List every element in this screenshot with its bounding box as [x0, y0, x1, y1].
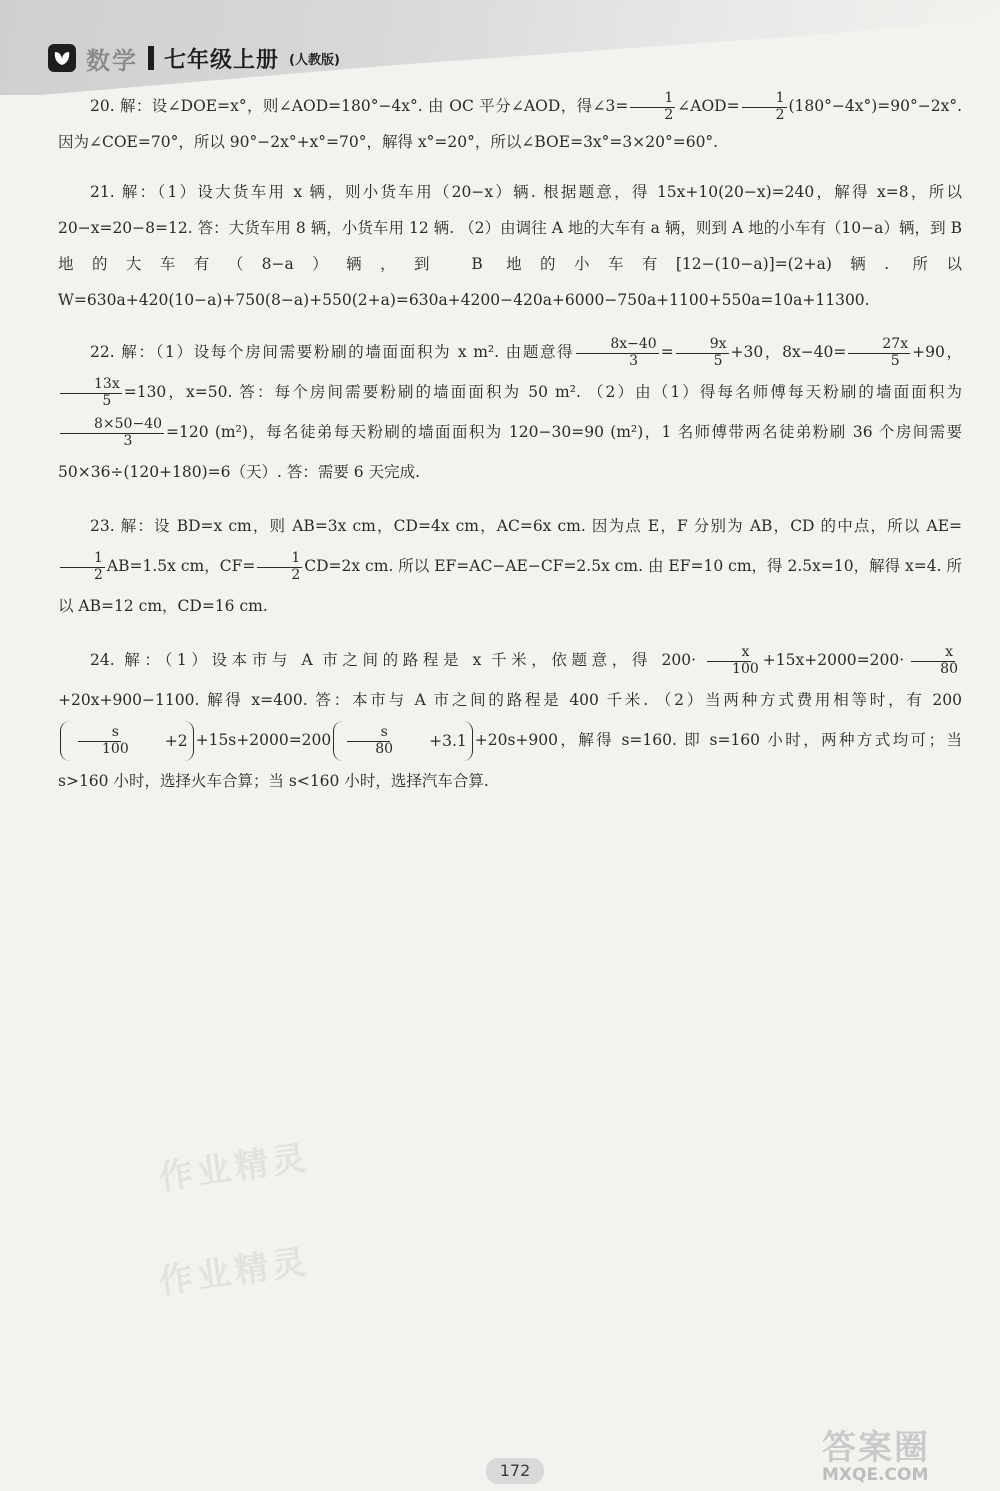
fraction: $\frac{1}{2}$ — [257, 551, 302, 583]
page-number: 172 — [486, 1458, 544, 1484]
answer-22-text-d: +90， — [912, 343, 962, 361]
leaf-icon — [48, 44, 76, 72]
answer-23-text-a: 23. 解：设 BD=x cm，则 AB=3x cm，CD=4x cm，AC=6x cm. 因为点 E，F 分别为 AB，CD 的中点，所以 AE= — [90, 517, 962, 535]
answer-24-text-c: +20x+900−1100. 解得 x=400. 答：本市与 A 市之间的路程是 400 千米. （2）当两种方式费用相等时，有 200 — [58, 691, 962, 709]
answer-20-text-b: ∠AOD= — [677, 97, 740, 115]
fraction: $\frac{8x-40}{3}$ — [576, 337, 658, 369]
watermark: 作业精灵 — [156, 1137, 313, 1199]
parenthesis-group — [333, 721, 472, 761]
answer-20-text-c: (180°−4x°)=90°−2x°. 因为∠COE=70°，所以 90°−2x°+x°=70°，解得 x°=20°，所以∠BOE=3x°=3×20°=60°. — [58, 97, 962, 151]
answer-23-text-b: AB=1.5x cm，CF= — [106, 557, 256, 575]
grade-title: 七年级上册 — [164, 47, 280, 73]
fraction: $\frac{8\times 50-40}{3}$ — [60, 417, 164, 449]
paren-term: +3.1 — [429, 732, 467, 750]
site-logo-cn: 答案圈 — [822, 1428, 930, 1468]
answer-24-text-a: 24. 解：（1）设本市与 A 市之间的路程是 x 千米，依题意，得 200· — [90, 651, 697, 669]
parenthesis-group — [60, 721, 194, 761]
answer-23-text-c: CD=2x cm. 所以 EF=AC−AE−CF=2.5x cm. 由 EF=10 cm，得 2.5x=10，解得 x=4. 所以 AB=12 cm，CD=16 cm. — [58, 557, 962, 615]
answer-21: 21. 解：（1）设大货车用 x 辆，则小货车用（20−x）辆. 根据题意，得 15x+10(20−x)=240，解得 x=8，所以 20−x=20−8=12. 答：大货车用 8 辆，小货车用 12 辆. （2）由调往 A 地的大车有 a 辆，则到 A 地的小车有（10−a）辆，到 B 地的大车有（8−a）辆，到 B 地的小车有[12−(10−a)]=(2+a)辆. 所以 W=630a+420(10−a)+750(8−a)+550(2+a)=630a+4200−420a+6000−750a+1100+550a=10a+11300. — [58, 183, 962, 309]
answer-24 — [58, 640, 962, 801]
site-logo-url: MXQE.COM — [822, 1465, 929, 1485]
answer-22 — [58, 332, 962, 492]
answer-23 — [58, 506, 962, 626]
answer-22-text-c: +30，8x−40= — [730, 343, 847, 361]
answer-22-text-a: 22. 解：（1）设每个房间需要粉刷的墙面面积为 x m². 由题意得 — [90, 343, 575, 361]
fraction: $\frac{1}{2}$ — [60, 551, 105, 583]
paren-term: +2 — [164, 732, 188, 750]
fraction: $\frac{x}{100}$ — [698, 645, 761, 677]
fraction: $\frac{9x}{5}$ — [676, 337, 729, 369]
fraction: $\frac{s}{80}$ — [341, 725, 395, 757]
fraction: $\frac{13x}{5}$ — [60, 377, 122, 409]
answer-22-text-e: =130，x=50. 答：每个房间需要粉刷的墙面面积为 50 m². （2）由（1）得每名师傅每天粉刷的墙面面积为 — [123, 383, 962, 401]
fraction: $\frac{27x}{5}$ — [848, 337, 910, 369]
answer-24-text-d: +15s+2000=200 — [195, 731, 332, 749]
answer-22-text-f: =120 (m²)，每名徒弟每天粉刷的墙面面积为 120−30=90 (m²)，1 名师傅带两名徒弟粉刷 36 个房间需要 50×36÷(120+180)=6（天）. 答：需要 6 天完成. — [58, 423, 962, 481]
watermark: 作业精灵 — [156, 1241, 313, 1303]
edition-label: (人教版) — [289, 52, 340, 68]
answer-24-text-e: +20s+900，解得 s=160. 即 s=160 小时，两种方式均可；当 s>160 小时，选择火车合算；当 s<160 小时，选择汽车合算. — [58, 731, 962, 790]
answer-20 — [58, 88, 962, 160]
header-divider — [148, 46, 154, 70]
answer-22-text-b: = — [660, 343, 674, 361]
fraction: $\frac{x}{80}$ — [906, 645, 960, 677]
subject-title: 数学 — [86, 46, 138, 75]
page-header — [48, 40, 340, 76]
site-logo — [822, 1420, 992, 1486]
answer-content — [58, 88, 962, 815]
answer-20-text-a: 20. 解：设∠DOE=x°，则∠AOD=180°−4x°. 由 OC 平分∠AOD，得∠3= — [90, 97, 629, 115]
fraction: $\frac{1}{2}$ — [742, 91, 787, 123]
fraction: $\frac{1}{2}$ — [630, 91, 675, 123]
fraction: $\frac{s}{100}$ — [68, 725, 131, 757]
answer-24-text-b: +15x+2000=200· — [762, 651, 905, 669]
